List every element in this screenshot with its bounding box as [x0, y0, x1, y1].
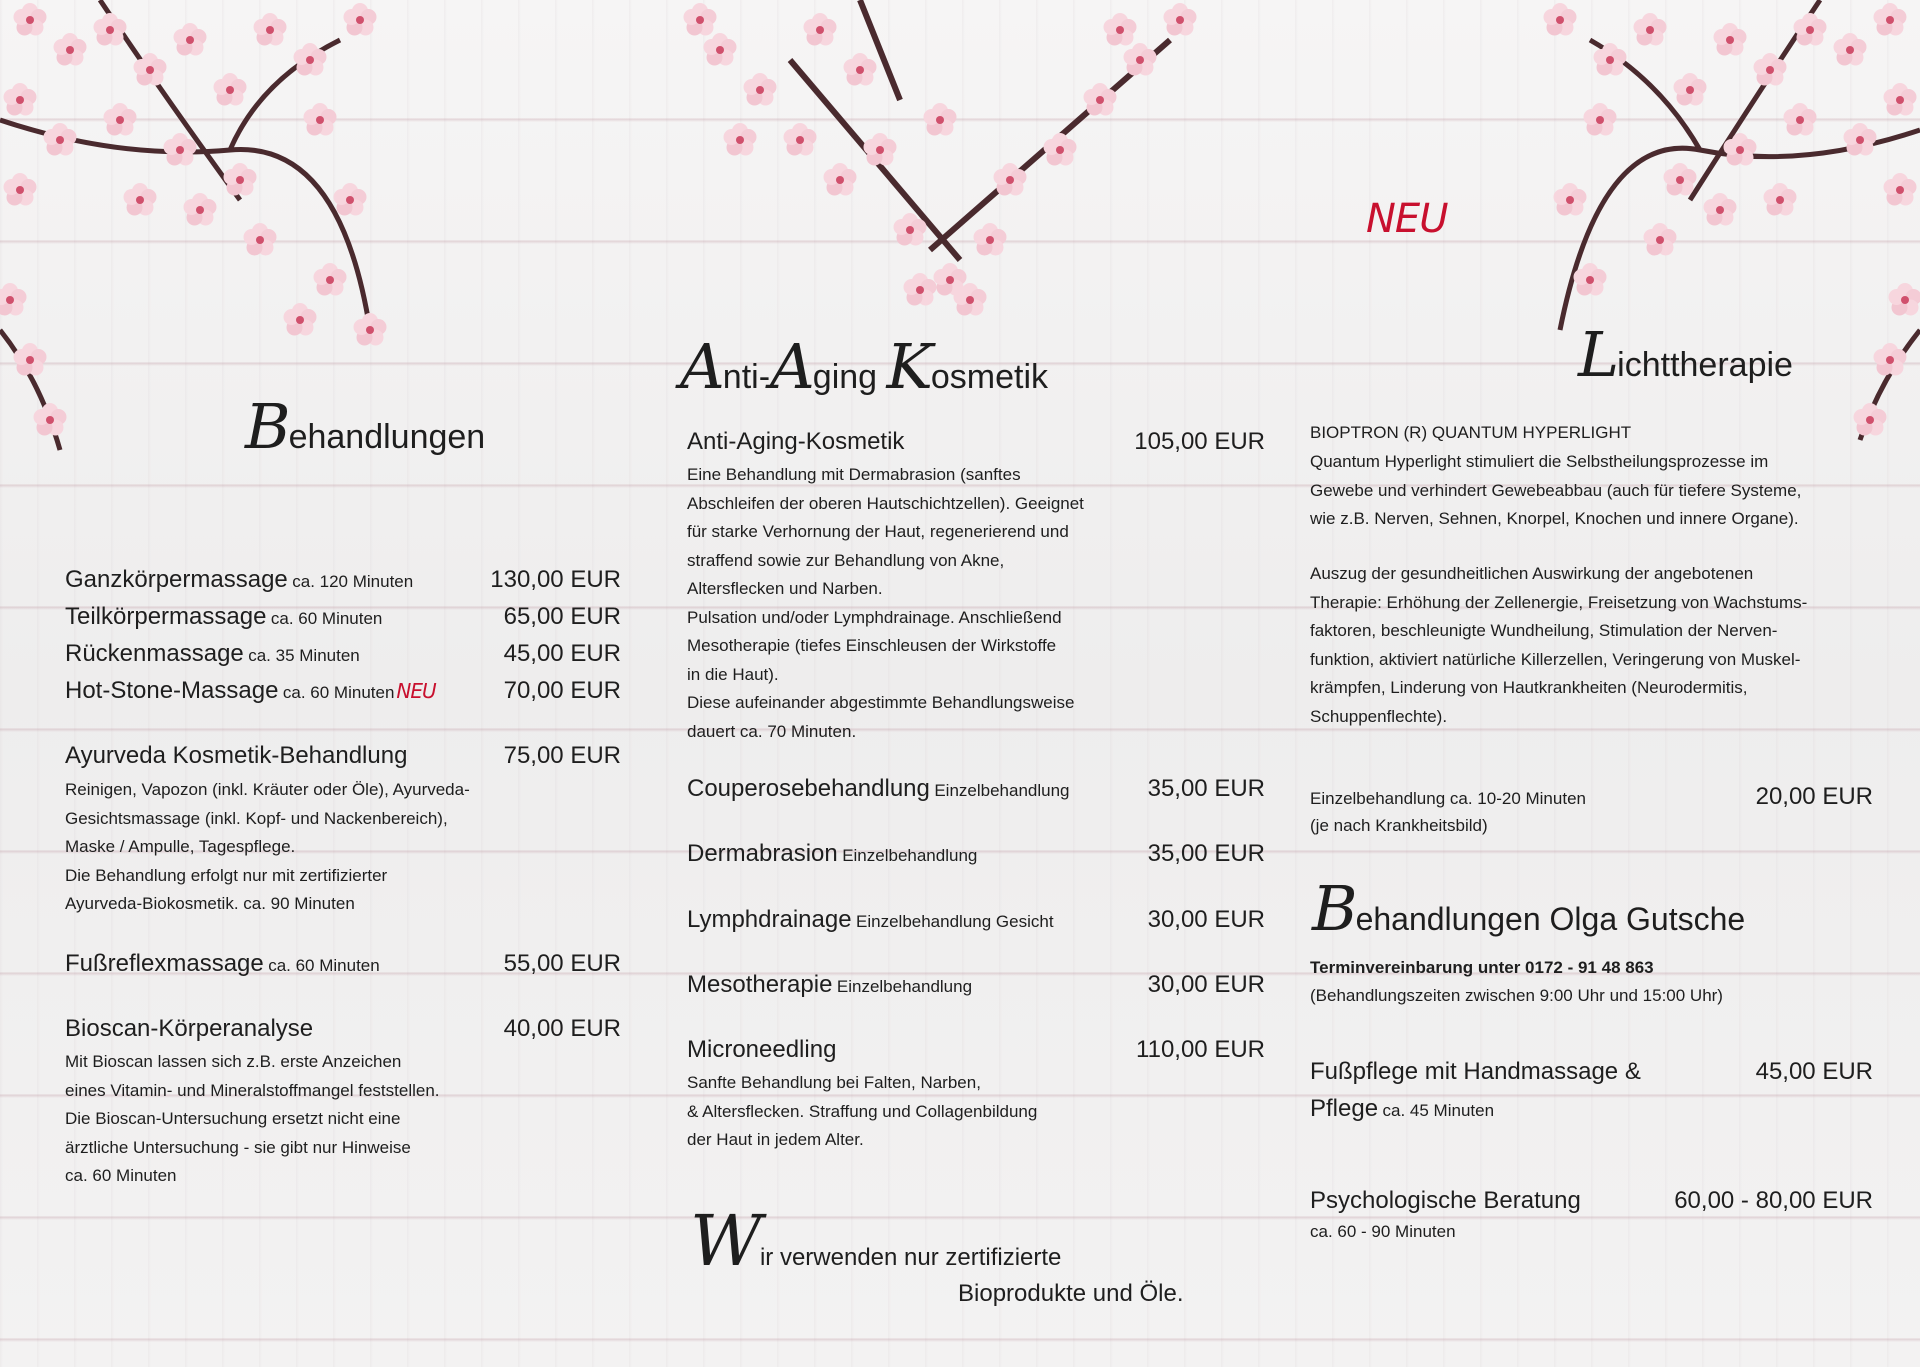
- massage-row: [65, 677, 621, 705]
- fusspflege-line2: [1310, 1095, 1494, 1123]
- service-name: Einzelbehandlung ca. 10-20 Minuten: [1310, 789, 1586, 808]
- service-price: 70,00 EUR: [503, 677, 621, 704]
- effects-description: Auszug der gesundheitlichen Auswirkung der angebotenen Therapie: Erhöhung der Zellenergie, Freisetzung von Wachstums- faktoren, beschleunigte Wundheilung, Stimulation der Nerven- funktion, aktiviert natürliche Killerzellen, Veringerung von Muskel- krämpfen, Linderung von Hautkrankheiten (Neurodermitis, Schuppenflechte).: [1310, 564, 1808, 726]
- title-initial: B: [245, 390, 289, 463]
- ayurveda-row: [65, 742, 621, 770]
- appointment-phone: Terminvereinbarung unter 0172 - 91 48 863: [1310, 958, 1654, 977]
- service-price: 35,00 EUR: [1147, 775, 1265, 802]
- service-duration: ca. 35 Minuten: [248, 646, 360, 665]
- service-note: Einzelbehandlung: [934, 781, 1070, 800]
- service-price: 75,00 EUR: [503, 742, 621, 769]
- fussreflex-row: [65, 950, 621, 978]
- service-name: Anti-Aging-Kosmetik: [687, 428, 905, 455]
- treatment-row: [687, 775, 1265, 803]
- bioscan-row: [65, 1015, 621, 1043]
- behandlungen-title: [245, 390, 485, 463]
- service-price: 105,00 EUR: [1134, 428, 1265, 455]
- service-name: Couperosebehandlung: [687, 775, 930, 802]
- service-name: Fußreflexmassage: [65, 950, 264, 977]
- title-rest: ehandlungen: [288, 418, 486, 456]
- bioscan-description: Mit Bioscan lassen sich z.B. erste Anzeichen eines Vitamin- und Mineralstoffmangel feststellen. Die Bioscan-Untersuchung ersetzt nicht eine ärztliche Untersuchung - sie gibt nur Hinweise ca. 60 Minuten: [65, 1052, 440, 1185]
- service-price: 60,00 - 80,00 EUR: [1674, 1187, 1873, 1214]
- title-initial: A: [770, 330, 813, 403]
- new-badge: NEU: [1366, 196, 1448, 242]
- title-rest: ehandlungen Olga Gutsche: [1355, 901, 1746, 937]
- service-name: Bioscan-Körperanalyse: [65, 1015, 314, 1042]
- service-duration: ca. 45 Minuten: [1382, 1101, 1495, 1120]
- service-price: 65,00 EUR: [503, 603, 621, 630]
- treatment-row: [687, 906, 1265, 934]
- anti-aging-row: [687, 428, 1265, 456]
- service-name: Dermabrasion: [687, 840, 838, 867]
- service-price: 55,00 EUR: [503, 950, 621, 977]
- slogan-line: ir verwenden nur zertifizierte: [759, 1244, 1062, 1271]
- psych-duration: ca. 60 - 90 Minuten: [1310, 1222, 1456, 1241]
- psych-row: [1310, 1187, 1873, 1215]
- service-price: 35,00 EUR: [1147, 840, 1265, 867]
- title-part: nti-: [722, 358, 771, 396]
- service-name: Ganzkörpermassage: [65, 566, 288, 593]
- service-price: 30,00 EUR: [1147, 906, 1265, 933]
- ayurveda-description: Reinigen, Vapozon (inkl. Kräuter oder Öle), Ayurveda- Gesichtsmassage (inkl. Kopf- und Nackenbereich), Maske / Ampulle, Tagespflege. Die Behandlung erfolgt nur mit zertifizierter Ayurveda-Biokosmetik. ca. 90 Minuten: [65, 780, 470, 913]
- service-note: Einzelbehandlung: [836, 977, 973, 996]
- single-treatment-sub: (je nach Krankheitsbild): [1310, 816, 1488, 835]
- service-name: Ayurveda Kosmetik-Behandlung: [65, 742, 408, 769]
- bio-slogan-line2: Bioprodukte und Öle.: [958, 1280, 1184, 1307]
- title-part: ging: [812, 358, 887, 396]
- anti-aging-description: Eine Behandlung mit Dermabrasion (sanftes Abschleifen der oberen Hautschichtzellen). Geeignet für starke Verhornung der Haut, regenerierend und straffend sowie zur Behandlung von Akne, Altersflecken und Narben. Pulsation und/oder Lymphdrainage. Anschließend Mesotherapie (tiefes Einschleusen der Wirkstoffe in die Haut). Diese aufeinander abgestimmte Behandlungsweise dauert ca. 70 Minuten.: [687, 465, 1084, 741]
- service-name-cont: Pflege: [1310, 1095, 1379, 1122]
- service-name: Hot-Stone-Massage: [65, 677, 279, 704]
- service-price: 20,00 EUR: [1755, 783, 1873, 810]
- massage-row: [65, 603, 621, 631]
- service-name: Fußpflege mit Handmassage &: [1310, 1058, 1641, 1085]
- single-treatment-row: [1310, 783, 1873, 811]
- title-initial: B: [1312, 872, 1356, 945]
- service-note: Einzelbehandlung Gesicht: [856, 912, 1054, 931]
- service-name: Lymphdrainage: [687, 906, 852, 933]
- service-price: 45,00 EUR: [503, 640, 621, 667]
- service-name: Teilkörpermassage: [65, 603, 267, 630]
- microneedling-row: [687, 1036, 1265, 1064]
- service-price: 40,00 EUR: [503, 1015, 621, 1042]
- fusspflege-row: [1310, 1058, 1873, 1086]
- service-note: Einzelbehandlung: [842, 846, 978, 865]
- massage-row: [65, 566, 621, 594]
- service-price: 110,00 EUR: [1136, 1036, 1265, 1063]
- service-duration: ca. 60 Minuten: [268, 956, 380, 975]
- treatment-row: [687, 840, 1265, 868]
- title-initial: L: [1578, 318, 1618, 391]
- title-rest: osmetik: [930, 358, 1048, 396]
- title-initial: K: [886, 330, 931, 403]
- service-price: 130,00 EUR: [490, 566, 621, 593]
- title-rest: ichttherapie: [1617, 346, 1793, 384]
- microneedling-description: Sanfte Behandlung bei Falten, Narben, & Altersflecken. Straffung und Collagenbildung der Haut in jedem Alter.: [687, 1073, 1038, 1149]
- anti-aging-title: [680, 330, 1048, 403]
- title-initial: A: [680, 330, 723, 403]
- lichttherapie-title: [1578, 318, 1793, 391]
- bioptron-description: Quantum Hyperlight stimuliert die Selbstheilungsprozesse im Gewebe und verhindert Gewebeabbau (auch für tiefere Systeme, wie z.B. Nerven, Sehnen, Knorpel, Knochen und innere Organe).: [1310, 452, 1802, 528]
- treatment-row: [687, 971, 1265, 999]
- service-name: Psychologische Beratung: [1310, 1187, 1581, 1214]
- bioptron-title: BIOPTRON (R) QUANTUM HYPERLIGHT: [1310, 423, 1632, 442]
- service-name: Mesotherapie: [687, 971, 833, 998]
- massage-row: [65, 640, 621, 668]
- bio-slogan: [690, 1200, 1061, 1282]
- service-duration: ca. 60 Minuten: [282, 683, 395, 702]
- service-name: Microneedling: [687, 1036, 837, 1063]
- service-price: 30,00 EUR: [1147, 971, 1265, 998]
- olga-title: [1312, 872, 1745, 945]
- new-badge: NEU: [396, 679, 436, 703]
- service-price: 45,00 EUR: [1755, 1058, 1873, 1085]
- opening-hours: (Behandlungszeiten zwischen 9:00 Uhr und 15:00 Uhr): [1310, 986, 1723, 1005]
- service-duration: ca. 120 Minuten: [292, 572, 414, 591]
- service-name: Rückenmassage: [65, 640, 244, 667]
- service-duration: ca. 60 Minuten: [270, 609, 383, 628]
- slogan-initial: W: [690, 1200, 760, 1282]
